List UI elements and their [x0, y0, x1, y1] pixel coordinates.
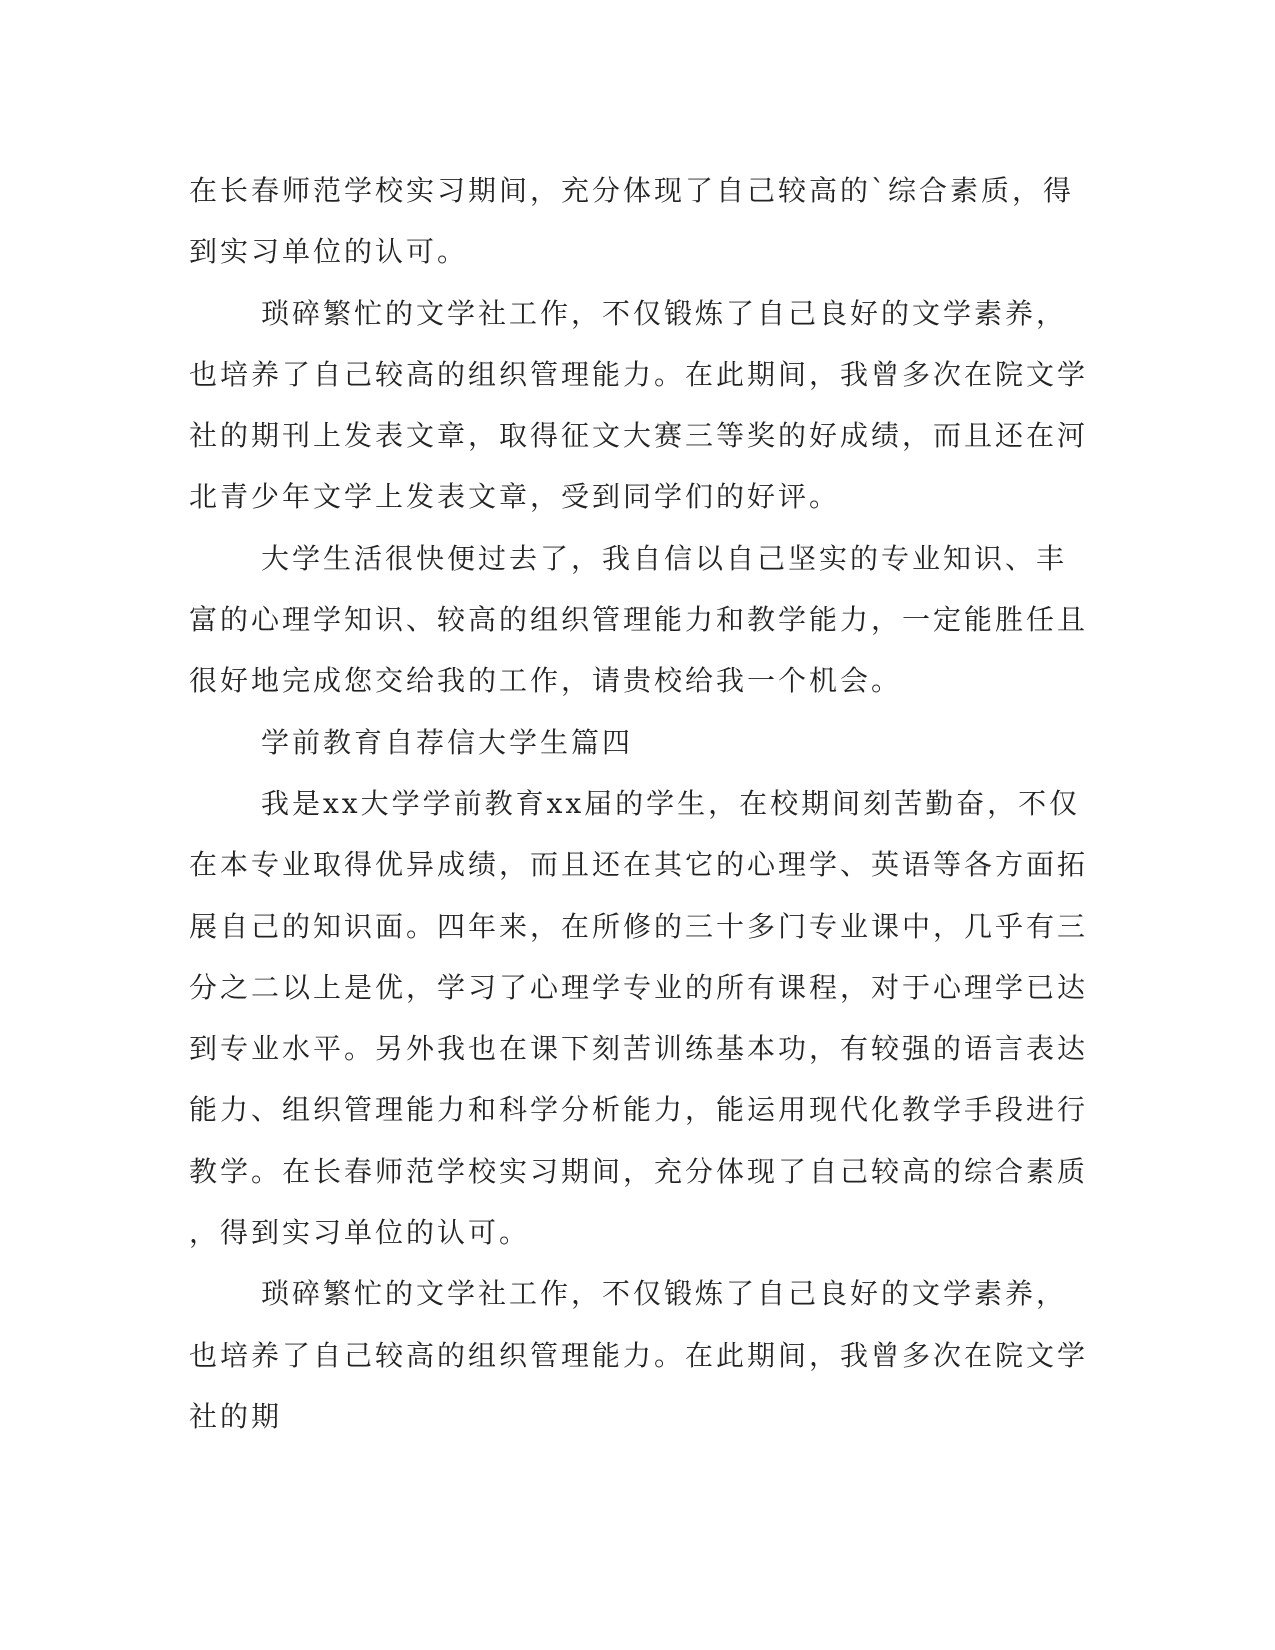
paragraph-literary-club-repeat: 琐碎繁忙的文学社工作，不仅锻炼了自己良好的文学素养，也培养了自己较高的组织管理能力。在此期间，我曾多次在院文学社的期 — [189, 1277, 1089, 1433]
document-body — [189, 160, 1089, 1447]
paragraph-continuation: 在长春师范学校实习期间，充分体现了自己较高的`综合素质，得到实习单位的认可。 — [189, 174, 1075, 269]
section-heading: 学前教育自荐信大学生篇四 — [261, 725, 634, 759]
paragraph-closing: 大学生活很快便过去了，我自信以自己坚实的专业知识、丰富的心理学知识、较高的组织管理能力和教学能力，一定能胜任且很好地完成您交给我的工作，请贵校给我一个机会。 — [189, 541, 1089, 698]
paragraph-literary-club: 琐碎繁忙的文学社工作，不仅锻炼了自己良好的文学素养，也培养了自己较高的组织管理能力。在此期间，我曾多次在院文学社的期刊上发表文章，取得征文大赛三等奖的好成绩，而且还在河北青少年文学上发表文章，受到同学们的好评。 — [189, 296, 1089, 514]
paragraph-intro: 我是xx大学学前教育xx届的学生，在校期间刻苦勤奋，不仅在本专业取得优异成绩，而且还在其它的心理学、英语等各方面拓展自己的知识面。四年来，在所修的三十多门专业课中，几乎有三分之二以上是优，学习了心理学专业的所有课程，对于心理学已达到专业水平。另外我也在课下刻苦训练基本功，有较强的语言表达能力、组织管理能力和科学分析能力，能运用现代化教学手段进行教学。在长春师范学校实习期间，充分体现了自己较高的综合素质，得到实习单位的认可。 — [189, 786, 1089, 1250]
